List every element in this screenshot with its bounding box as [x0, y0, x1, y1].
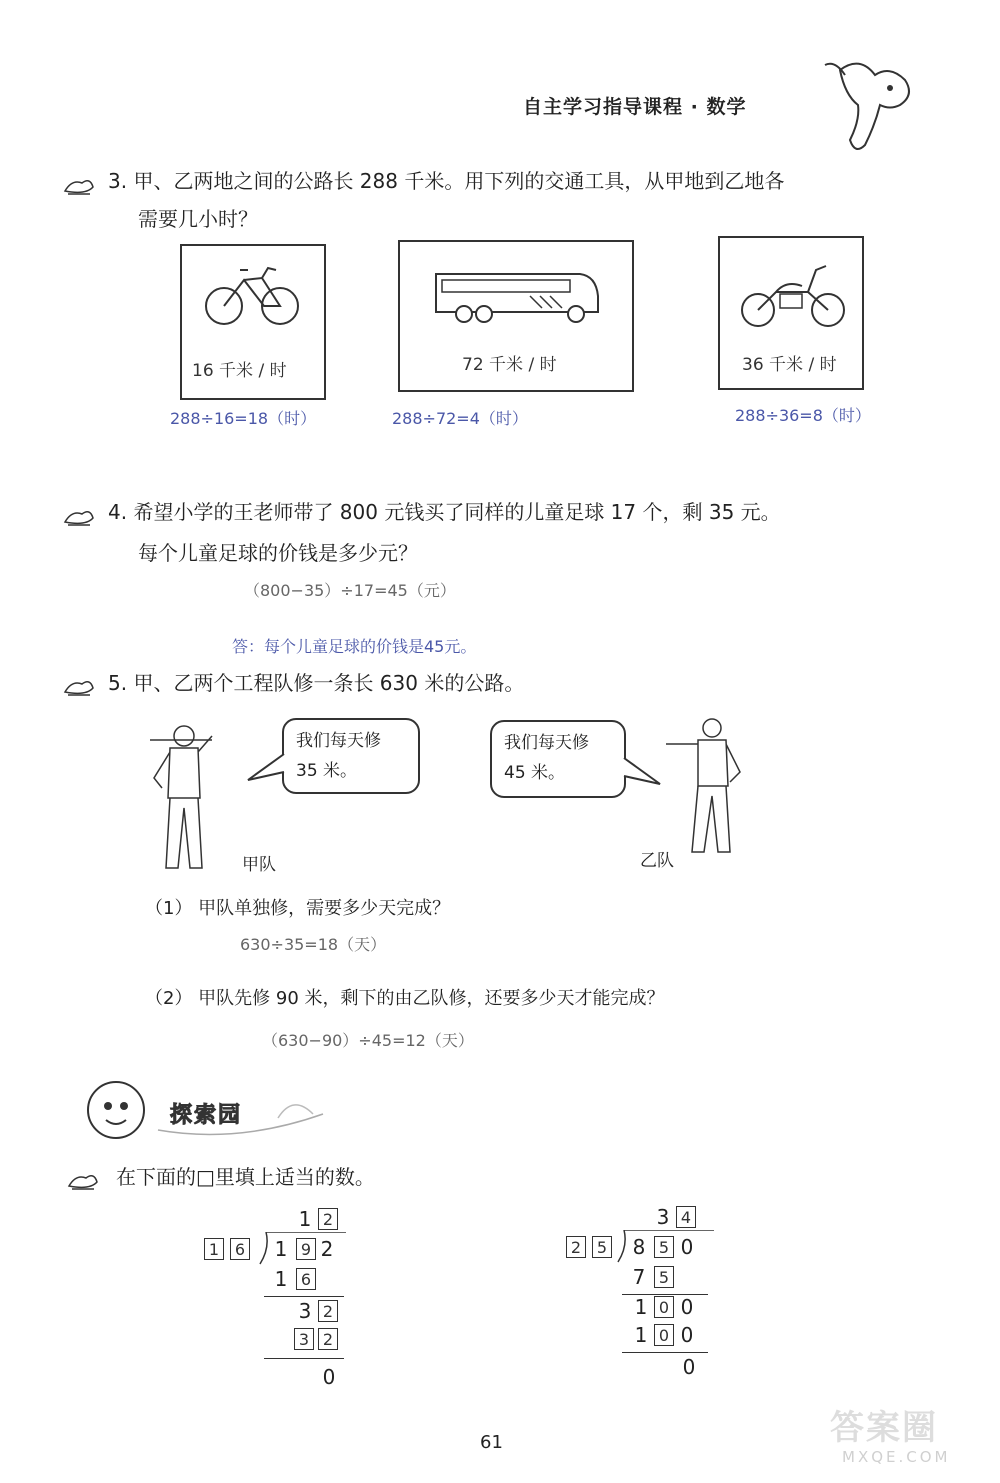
- q4-line1: 4. 希望小学的王老师带了 800 元钱买了同样的儿童足球 17 个，剩 35 元。: [108, 500, 781, 524]
- team-b-speech-bubble: [490, 720, 626, 798]
- answer-box: 6: [230, 1238, 250, 1260]
- long-division-right: [562, 1200, 742, 1390]
- answer-box: 2: [318, 1300, 338, 1322]
- q3-line2: 需要几小时？: [138, 207, 258, 231]
- peach-icon: [62, 506, 96, 528]
- q5-sub1-question: （1） 甲队单独修，需要多少天完成？: [145, 898, 451, 919]
- quotient-digit: 1: [298, 1207, 312, 1231]
- dividend-digit: 0: [680, 1235, 694, 1259]
- step-digit: 0: [680, 1323, 694, 1347]
- q5-sub1-answer: 630÷35=18（天）: [240, 935, 387, 954]
- team-b-label: 乙队: [640, 851, 674, 871]
- bicycle-icon: [202, 258, 302, 328]
- q4-line2: 每个儿童足球的价钱是多少元？: [138, 541, 418, 565]
- dividend-digit: 8: [632, 1235, 646, 1259]
- team-a-speech-line1: 我们每天修: [296, 731, 381, 751]
- q5-sub2-question: （2） 甲队先修 90 米，剩下的由乙队修，还要多少天才能完成？: [145, 988, 665, 1009]
- answer-box: 5: [654, 1236, 674, 1258]
- q5-sub2-answer: （630−90）÷45=12（天）: [262, 1031, 474, 1050]
- step-digit: 1: [634, 1323, 648, 1347]
- division-line: [264, 1358, 344, 1359]
- peach-icon: [66, 1170, 100, 1192]
- vehicle-card-bus: [398, 240, 634, 392]
- vehicle-card-bicycle: [180, 244, 326, 400]
- watermark-logo: 答案圈: [830, 1408, 938, 1448]
- motorcycle-speed: 36 千米 / 时: [742, 355, 837, 375]
- q4-calc: （800−35）÷17=45（元）: [244, 581, 456, 600]
- dividend-digit: 1: [274, 1237, 288, 1261]
- motorcycle-icon: [736, 256, 848, 332]
- team-a-speech-bubble: [282, 718, 420, 794]
- answer-box: 1: [204, 1238, 224, 1260]
- worker-a-icon: [140, 718, 230, 878]
- team-a-speech-line2: 35 米。: [296, 761, 358, 781]
- remainder-digit: 0: [680, 1295, 694, 1319]
- peach-icon: [62, 676, 96, 698]
- q3-answer-motorcycle: 288÷36=8（时）: [735, 406, 871, 425]
- team-a-label: 甲队: [242, 855, 276, 875]
- q3-line1: 3. 甲、乙两地之间的公路长 288 千米。用下列的交通工具，从甲地到乙地各: [108, 169, 785, 193]
- step-digit: 7: [632, 1265, 646, 1289]
- answer-box: 0: [654, 1324, 674, 1346]
- vehicle-card-motorcycle: [718, 236, 864, 390]
- watermark-url: MXQE.COM: [842, 1448, 951, 1466]
- answer-box: 3: [294, 1328, 314, 1350]
- q4-answer: 答：每个儿童足球的价钱是45元。: [232, 637, 477, 656]
- step-digit: 1: [274, 1267, 288, 1291]
- page-number: 61: [480, 1432, 503, 1453]
- q3-answer-bus: 288÷72=4（时）: [392, 409, 528, 428]
- speech-tail-icon: [622, 756, 662, 790]
- bus-icon: [430, 266, 602, 326]
- answer-box: 0: [654, 1296, 674, 1318]
- speech-tail-icon: [246, 752, 286, 786]
- header-title: 自主学习指导课程 · 数学: [523, 96, 747, 118]
- final-remainder: 0: [682, 1355, 696, 1379]
- explore-title: 探索园: [170, 1103, 243, 1128]
- worker-b-icon: [660, 712, 750, 862]
- answer-box: 9: [296, 1238, 316, 1260]
- long-division-left: [200, 1204, 360, 1394]
- answer-box: 5: [592, 1236, 612, 1258]
- answer-box: 4: [676, 1206, 696, 1228]
- q3-answer-bicycle: 288÷16=18（时）: [170, 409, 317, 428]
- dividend-digit: 2: [320, 1237, 334, 1261]
- final-remainder: 0: [322, 1365, 336, 1389]
- remainder-digit: 1: [634, 1295, 648, 1319]
- bicycle-speed: 16 千米 / 时: [192, 361, 287, 381]
- division-line: [264, 1296, 344, 1297]
- q5-line1: 5. 甲、乙两个工程队修一条长 630 米的公路。: [108, 671, 525, 695]
- answer-box: 2: [566, 1236, 586, 1258]
- division-line: [622, 1352, 708, 1353]
- answer-box: 5: [654, 1266, 674, 1288]
- team-b-speech-line2: 45 米。: [504, 763, 566, 783]
- team-b-speech-line1: 我们每天修: [504, 733, 589, 753]
- peach-icon: [62, 175, 96, 197]
- quotient-digit: 3: [656, 1205, 670, 1229]
- answer-box: 6: [296, 1268, 316, 1290]
- remainder-digit: 3: [298, 1299, 312, 1323]
- answer-box: 2: [318, 1208, 338, 1230]
- bus-speed: 72 千米 / 时: [462, 355, 557, 375]
- answer-box: 2: [318, 1328, 338, 1350]
- dog-doodle-icon: [820, 50, 920, 160]
- explore-instruction: 在下面的□里填上适当的数。: [116, 1165, 375, 1189]
